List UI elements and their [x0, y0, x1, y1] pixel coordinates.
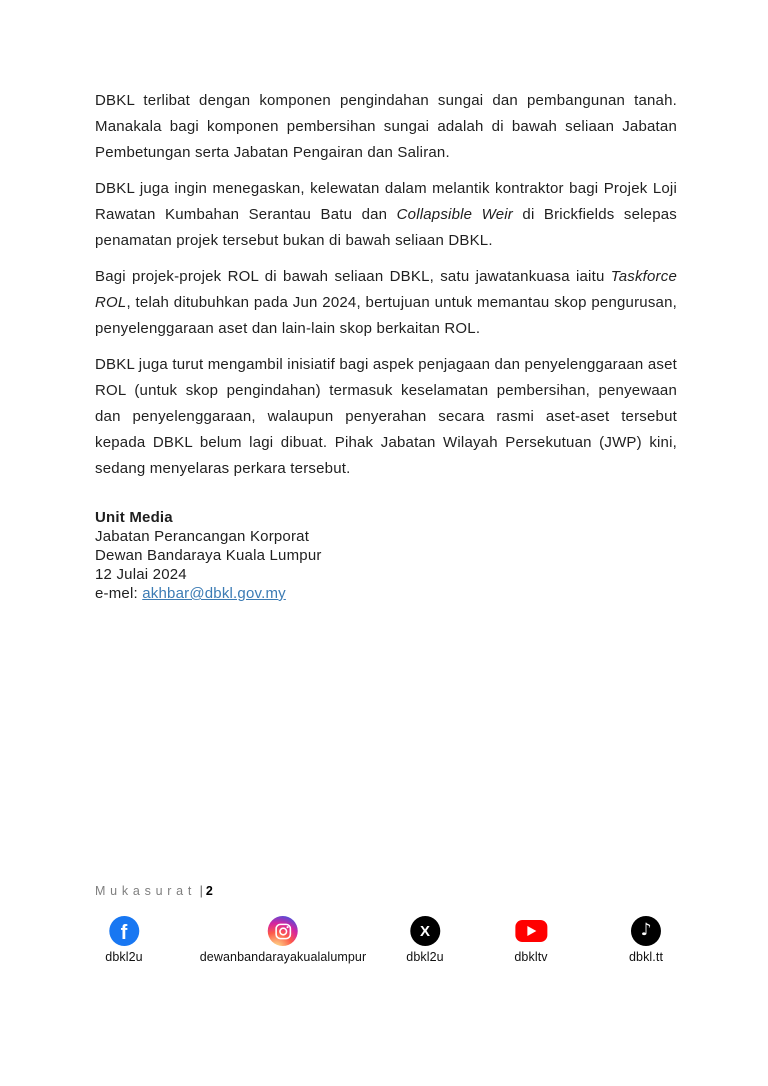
tiktok-icon: ♪	[631, 916, 661, 946]
paragraph-1	[95, 88, 677, 166]
x-handle: dbkl2u	[406, 950, 444, 964]
instagram-icon	[268, 916, 298, 946]
document-body	[95, 88, 677, 603]
facebook-handle: dbkl2u	[105, 950, 143, 964]
signature-email-line	[95, 584, 677, 603]
paragraph-1-text: DBKL terlibat dengan komponen pengindahan sungai dan pembangunan tanah. Manakala bagi komponen pembersihan sungai adalah di bawah seliaan Jabatan Pembetungan serta Jabatan Pengairan dan Saliran.	[95, 92, 677, 161]
email-label: e-mel:	[95, 585, 143, 602]
facebook-icon: f	[109, 916, 139, 946]
paragraph-3-italic: Taskforce ROL	[95, 268, 677, 311]
social-tiktok	[629, 916, 663, 964]
social-facebook	[105, 916, 142, 964]
paragraph-3-text-a: Bagi projek-projek ROL di bawah seliaan DBKL, satu jawatankuasa iaitu	[95, 268, 611, 285]
paragraph-2-text-a: DBKL juga ingin menegaskan, kelewatan dalam melantik kontraktor bagi Projek Loji Rawatan Kumbahan Serantau Batu dan	[95, 180, 677, 223]
social-instagram	[200, 916, 367, 964]
signature-organization: Dewan Bandaraya Kuala Lumpur	[95, 547, 322, 564]
instagram-handle: dewanbandarayakualalumpur	[199, 950, 367, 964]
signature-unit: Unit Media	[95, 509, 173, 526]
tiktok-handle: dbkl.tt	[628, 950, 664, 964]
paragraph-4	[95, 352, 677, 482]
youtube-handle: dbkltv	[514, 950, 548, 964]
social-youtube	[514, 916, 547, 964]
paragraph-3	[95, 264, 677, 342]
page-number-label: Mukasurat	[95, 884, 197, 898]
paragraph-2-italic: Collapsible Weir	[396, 206, 513, 223]
signature-block	[95, 508, 677, 603]
email-link[interactable]: akhbar@dbkl.gov.my	[142, 585, 286, 602]
x-icon: X	[410, 916, 440, 946]
page-number-footer	[95, 884, 213, 898]
paragraph-2-text-b: di Brickfields selepas penamatan projek tersebut bukan di bawah seliaan DBKL.	[95, 206, 677, 249]
signature-department: Jabatan Perancangan Korporat	[95, 528, 310, 545]
paragraph-2	[95, 176, 677, 254]
paragraph-4-text: DBKL juga turut mengambil inisiatif bagi aspek penjagaan dan penyelenggaraan aset ROL (untuk skop pengindahan) termasuk keselamatan pembersihan, penyewaan dan penyelenggaraan, walaupun penyerahan secara rasmi aset-aset tersebut kepada DBKL belum lagi dibuat. Pihak Jabatan Wilayah Persekutuan (JWP) kini, sedang menyelaras perkara tersebut.	[95, 356, 677, 477]
signature-date: 12 Julai 2024	[95, 566, 187, 583]
youtube-icon	[515, 920, 547, 942]
paragraph-3-text-b: , telah ditubuhkan pada Jun 2024, bertujuan untuk memantau skop pengurusan, penyelenggaraan aset dan lain-lain skop berkaitan ROL.	[95, 294, 677, 337]
page-number-separator: |	[199, 884, 203, 898]
page-number-value: 2	[205, 884, 213, 898]
social-x	[406, 916, 443, 964]
